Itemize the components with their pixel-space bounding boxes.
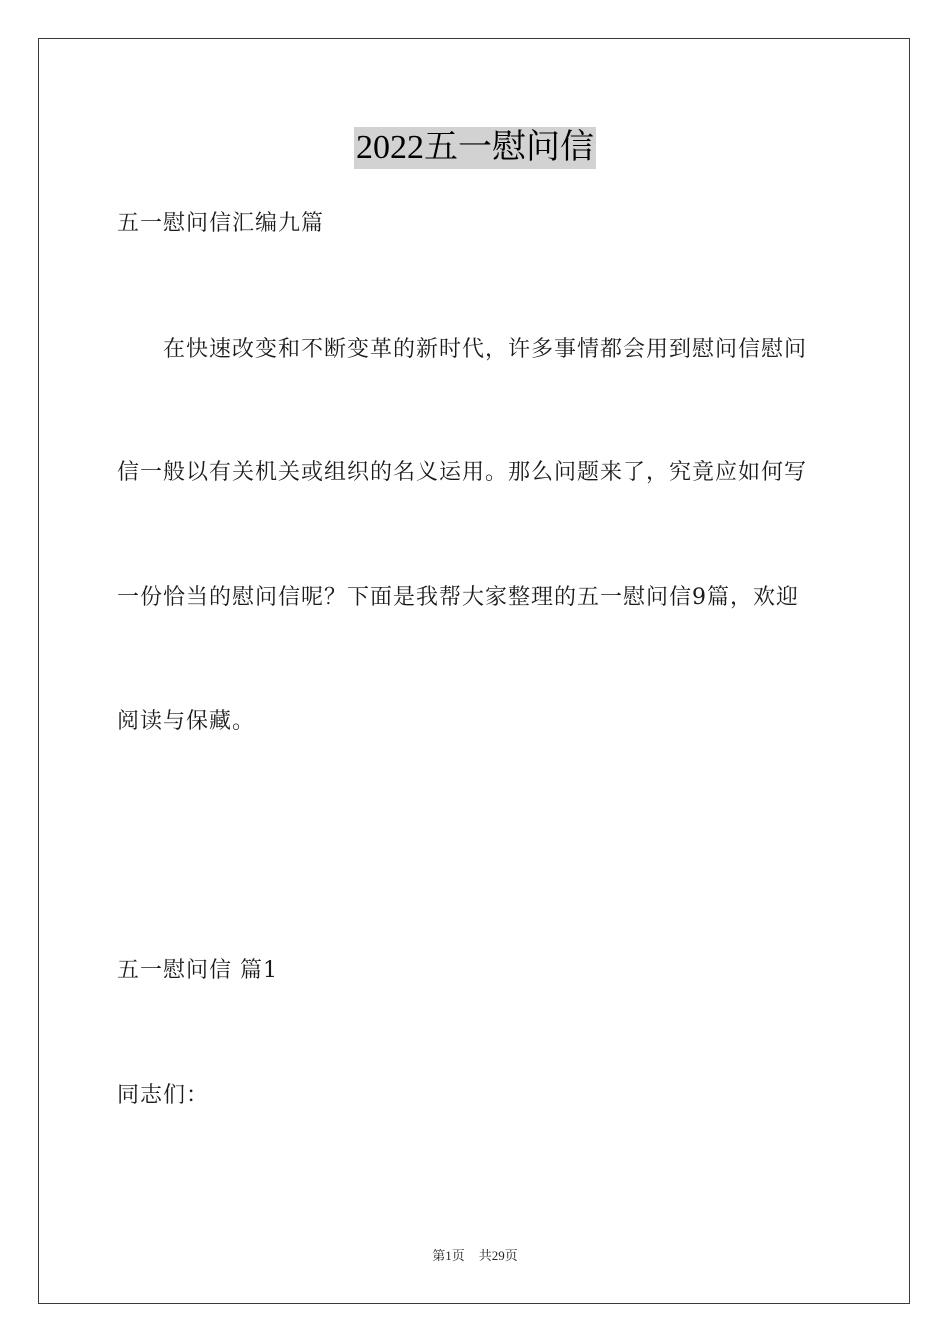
section-heading: 五一慰问信 篇1 <box>117 958 278 983</box>
page-total: 共29页 <box>478 1248 518 1263</box>
intro-paragraph-line-2: 信一般以有关机关或组织的名义运用。那么问题来了，究竟应如何写 <box>117 460 808 485</box>
salutation: 同志们： <box>117 1083 210 1108</box>
intro-paragraph-line-3: 一份恰当的慰问信呢？下面是我帮大家整理的五一慰问信9篇，欢迎 <box>117 585 799 610</box>
page-footer <box>0 1247 950 1265</box>
intro-paragraph-line-4: 阅读与保藏。 <box>117 709 256 734</box>
document-title-text: 2022五一慰问信 <box>354 127 596 169</box>
intro-paragraph-line-1: 在快速改变和不断变革的新时代，许多事情都会用到慰问信慰问 <box>163 337 808 362</box>
page-number: 第1页 <box>432 1248 465 1263</box>
document-subtitle: 五一慰问信汇编九篇 <box>117 211 325 236</box>
document-title <box>0 127 950 169</box>
